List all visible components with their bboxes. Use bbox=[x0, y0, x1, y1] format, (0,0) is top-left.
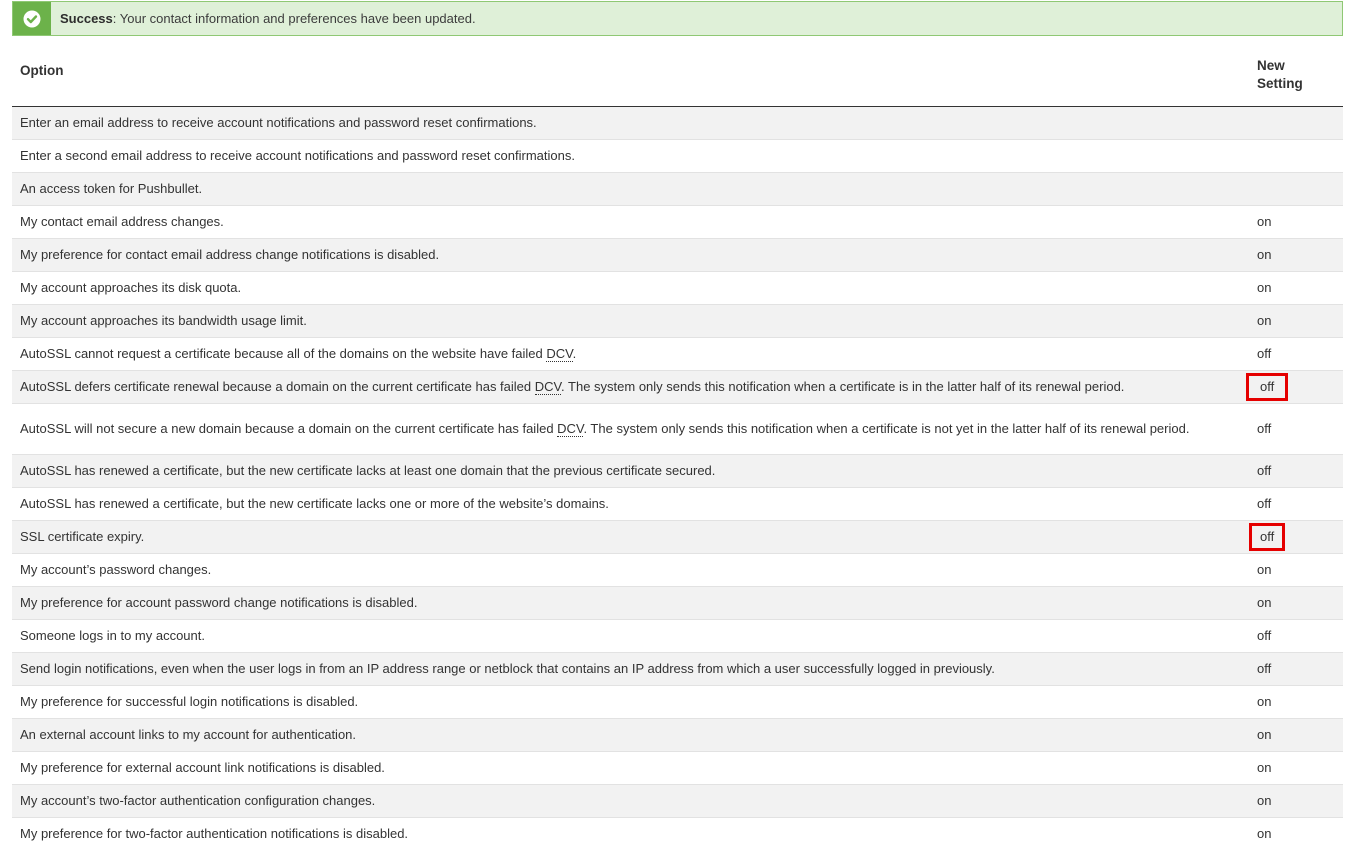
setting-cell bbox=[1249, 106, 1343, 139]
setting-value: off bbox=[1257, 495, 1272, 511]
option-text: AutoSSL has renewed a certificate, but the new certificate lacks one or more of the website’s domains. bbox=[20, 495, 609, 511]
option-text: Someone logs in to my account. bbox=[20, 627, 205, 643]
table-row bbox=[12, 172, 1343, 205]
setting-cell bbox=[1249, 586, 1343, 619]
option-text-end: . The system only sends this notification when a certificate is in the latter half of its renewal period. bbox=[561, 378, 1125, 394]
option-text: My preference for external account link notifications is disabled. bbox=[20, 759, 385, 775]
alert-body: : Your contact information and preferences have been updated. bbox=[112, 11, 476, 26]
table-row bbox=[12, 652, 1343, 685]
table-row bbox=[12, 751, 1343, 784]
setting-value: on bbox=[1257, 825, 1272, 841]
table-row bbox=[12, 553, 1343, 586]
alert-message bbox=[60, 11, 476, 26]
setting-value: off bbox=[1257, 462, 1272, 478]
setting-cell bbox=[1249, 172, 1343, 205]
table-row bbox=[12, 271, 1343, 304]
setting-cell bbox=[1249, 337, 1343, 370]
option-text: An access token for Pushbullet. bbox=[20, 180, 203, 196]
option-text: Enter an email address to receive account notifications and password reset confirmations. bbox=[20, 114, 537, 130]
table-row bbox=[12, 106, 1343, 139]
setting-cell bbox=[1249, 271, 1343, 304]
table-row bbox=[12, 403, 1343, 454]
option-text: My contact email address changes. bbox=[20, 213, 224, 229]
option-cell bbox=[12, 751, 1249, 784]
option-cell bbox=[12, 304, 1249, 337]
table-row bbox=[12, 304, 1343, 337]
option-cell bbox=[12, 685, 1249, 718]
option-text: My account’s password changes. bbox=[20, 561, 212, 577]
option-text: My preference for successful login notifications is disabled. bbox=[20, 693, 359, 709]
option-cell bbox=[12, 337, 1249, 370]
option-cell bbox=[12, 370, 1249, 403]
option-cell bbox=[12, 403, 1249, 454]
option-text: My account’s two-factor authentication configuration changes. bbox=[20, 792, 376, 808]
table-row bbox=[12, 370, 1343, 403]
setting-value: on bbox=[1257, 759, 1272, 775]
alert-title: Success bbox=[60, 11, 113, 26]
option-text: Enter a second email address to receive account notifications and password reset confirmations. bbox=[20, 147, 575, 163]
setting-cell bbox=[1249, 454, 1343, 487]
option-cell bbox=[12, 454, 1249, 487]
option-text: My account approaches its bandwidth usage limit. bbox=[20, 312, 307, 328]
table-row bbox=[12, 817, 1343, 850]
dcv-abbreviation: DCV bbox=[557, 420, 584, 436]
table-body bbox=[12, 106, 1343, 850]
setting-cell bbox=[1249, 304, 1343, 337]
table-row bbox=[12, 487, 1343, 520]
setting-value: on bbox=[1257, 246, 1272, 262]
column-header-option: Option bbox=[12, 37, 1249, 106]
setting-cell bbox=[1249, 139, 1343, 172]
setting-value: off bbox=[1257, 627, 1272, 643]
setting-cell bbox=[1249, 652, 1343, 685]
setting-value: on bbox=[1257, 279, 1272, 295]
option-text: Send login notifications, even when the user logs in from an IP address range or netblock that contains an IP address from which a user successfully logged in previously. bbox=[20, 660, 995, 676]
notification-settings-table-wrap bbox=[12, 37, 1343, 850]
option-cell bbox=[12, 106, 1249, 139]
table-row bbox=[12, 520, 1343, 553]
option-cell bbox=[12, 271, 1249, 304]
setting-value-highlighted: off bbox=[1246, 373, 1288, 401]
setting-value: on bbox=[1257, 693, 1272, 709]
setting-value: off bbox=[1257, 345, 1272, 361]
setting-cell bbox=[1249, 370, 1343, 403]
option-cell bbox=[12, 652, 1249, 685]
option-text: AutoSSL has renewed a certificate, but the new certificate lacks at least one domain that the previous certificate secured. bbox=[20, 462, 716, 478]
setting-cell bbox=[1249, 619, 1343, 652]
notification-settings-table bbox=[12, 37, 1343, 850]
setting-value-highlighted: off bbox=[1249, 523, 1285, 551]
option-text: AutoSSL defers certificate renewal because a domain on the current certificate has failed bbox=[20, 378, 535, 394]
option-cell bbox=[12, 487, 1249, 520]
setting-value: off bbox=[1257, 420, 1272, 436]
dcv-abbreviation: DCV bbox=[546, 345, 573, 361]
option-cell bbox=[12, 718, 1249, 751]
option-cell bbox=[12, 553, 1249, 586]
setting-cell bbox=[1249, 784, 1343, 817]
option-text: My preference for contact email address change notifications is disabled. bbox=[20, 246, 440, 262]
table-row bbox=[12, 238, 1343, 271]
setting-cell bbox=[1249, 487, 1343, 520]
setting-cell bbox=[1249, 751, 1343, 784]
option-cell bbox=[12, 619, 1249, 652]
table-row bbox=[12, 205, 1343, 238]
setting-value: on bbox=[1257, 594, 1272, 610]
table-row bbox=[12, 718, 1343, 751]
setting-value: on bbox=[1257, 792, 1272, 808]
option-cell bbox=[12, 172, 1249, 205]
setting-value: on bbox=[1257, 726, 1272, 742]
option-text: My preference for two-factor authentication notifications is disabled. bbox=[20, 825, 409, 841]
option-cell bbox=[12, 238, 1249, 271]
table-row bbox=[12, 586, 1343, 619]
table-row bbox=[12, 139, 1343, 172]
option-cell bbox=[12, 205, 1249, 238]
success-alert bbox=[12, 1, 1343, 36]
table-row bbox=[12, 619, 1343, 652]
setting-value: on bbox=[1257, 312, 1272, 328]
table-header-row bbox=[12, 37, 1343, 106]
setting-cell bbox=[1249, 238, 1343, 271]
option-text: SSL certificate expiry. bbox=[20, 528, 145, 544]
table-row bbox=[12, 454, 1343, 487]
option-cell bbox=[12, 817, 1249, 850]
table-row bbox=[12, 337, 1343, 370]
setting-cell bbox=[1249, 718, 1343, 751]
option-text-end: . The system only sends this notification when a certificate is not yet in the latter half of its renewal period. bbox=[583, 420, 1190, 436]
option-cell bbox=[12, 784, 1249, 817]
setting-value: off bbox=[1257, 660, 1272, 676]
option-text: My account approaches its disk quota. bbox=[20, 279, 242, 295]
option-cell bbox=[12, 586, 1249, 619]
setting-value: on bbox=[1257, 213, 1272, 229]
dcv-abbreviation: DCV bbox=[534, 378, 562, 394]
setting-cell bbox=[1249, 817, 1343, 850]
option-text: AutoSSL cannot request a certificate because all of the domains on the website have failed bbox=[20, 345, 547, 361]
setting-value: on bbox=[1257, 561, 1272, 577]
option-text-end: . bbox=[572, 345, 577, 361]
check-circle-icon bbox=[23, 10, 41, 28]
option-cell bbox=[12, 520, 1249, 553]
table-row bbox=[12, 784, 1343, 817]
option-text: AutoSSL will not secure a new domain because a domain on the current certificate has failed bbox=[20, 420, 558, 436]
option-text: An external account links to my account for authentication. bbox=[20, 726, 357, 742]
option-cell bbox=[12, 139, 1249, 172]
table-row bbox=[12, 685, 1343, 718]
setting-cell bbox=[1249, 520, 1343, 553]
setting-cell bbox=[1249, 403, 1343, 454]
option-text: My preference for account password change notifications is disabled. bbox=[20, 594, 418, 610]
setting-cell bbox=[1249, 685, 1343, 718]
alert-icon-box bbox=[13, 2, 51, 35]
column-header-new-setting: New Setting bbox=[1249, 37, 1343, 106]
setting-cell bbox=[1249, 205, 1343, 238]
setting-cell bbox=[1249, 553, 1343, 586]
